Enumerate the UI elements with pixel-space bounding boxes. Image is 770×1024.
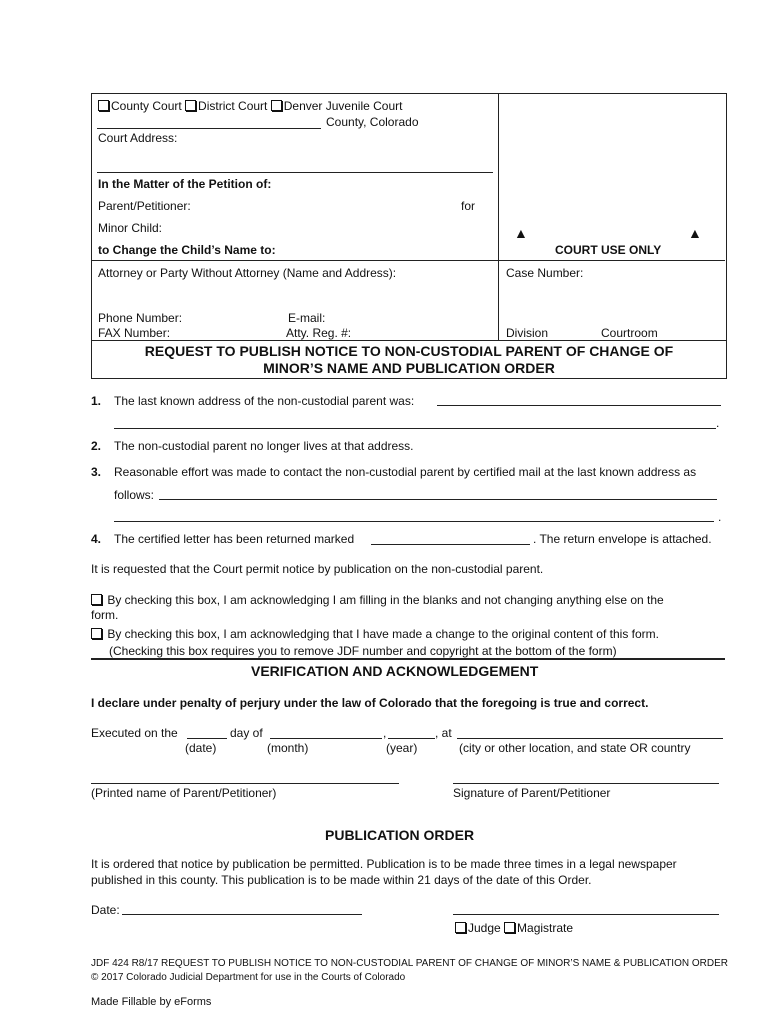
item4-marked-line[interactable]	[371, 544, 530, 545]
request-text: It is requested that the Court permit notice by publication on the non-custodial parent.	[91, 562, 544, 576]
parent-petitioner-label: Parent/Petitioner:	[98, 199, 191, 213]
ack-box2-row	[91, 627, 659, 641]
matter-heading: In the Matter of the Petition of:	[98, 177, 272, 191]
order-date-line[interactable]	[122, 914, 362, 915]
division-label: Division	[506, 326, 549, 340]
courtroom-label: Courtroom	[601, 326, 658, 340]
executed-month-line[interactable]	[270, 738, 382, 739]
caption-box	[91, 93, 727, 341]
publication-line2: published in this county. This publication is to be made within 21 days of the date of this Order.	[91, 873, 592, 887]
item3-text: Reasonable effort was made to contact the non-custodial parent by certified mail at the last known address as	[114, 465, 697, 479]
judge-magistrate-row	[455, 921, 573, 935]
item2-number: 2.	[91, 439, 102, 453]
county-suffix: County, Colorado	[326, 115, 419, 129]
city-caption: (city or other location, and state OR country	[459, 741, 691, 755]
right-arrow-icon: ▲	[688, 225, 702, 241]
denver-juvenile-court-label: Denver Juvenile Court	[283, 99, 403, 113]
left-arrow-icon: ▲	[514, 225, 528, 241]
phone-label: Phone Number:	[98, 311, 183, 325]
magistrate-label: Magistrate	[517, 921, 574, 935]
comma-label: ,	[383, 726, 387, 740]
verification-rule	[91, 658, 725, 660]
judge-label: Judge	[468, 921, 501, 935]
ack-box1-row	[91, 593, 664, 607]
form-title-line1: REQUEST TO PUBLISH NOTICE TO NON-CUSTODIAL PARENT OF CHANGE OF	[144, 343, 674, 359]
ack-box2-line1: By checking this box, I am acknowledging that I have made a change to the original content of this form.	[107, 627, 659, 641]
item3-number: 3.	[91, 465, 102, 479]
printed-name-caption: (Printed name of Parent/Petitioner)	[91, 786, 277, 800]
change-name-label: to Change the Child’s Name to:	[98, 243, 276, 257]
item3-follows: follows:	[114, 488, 155, 502]
caption-divider	[498, 93, 499, 340]
court-address-label: Court Address:	[98, 131, 178, 145]
magistrate-checkbox[interactable]	[504, 922, 515, 933]
date-caption: (date)	[185, 741, 217, 755]
declare-text: I declare under penalty of perjury under the law of Colorado that the foregoing is true and correct.	[91, 696, 649, 710]
verification-heading: VERIFICATION AND ACKNOWLEDGEMENT	[251, 663, 539, 679]
executed-date-line[interactable]	[187, 738, 227, 739]
item1-number: 1.	[91, 394, 102, 408]
year-caption: (year)	[386, 741, 418, 755]
item4-number: 4.	[91, 532, 102, 546]
matter-top-rule	[97, 172, 493, 173]
item1-period: .	[716, 416, 720, 430]
ack-no-changes-checkbox[interactable]	[91, 594, 102, 605]
ack-box2-line2: (Checking this box requires you to remove JDF number and copyright at the bottom of the form)	[109, 644, 617, 658]
judge-checkbox[interactable]	[455, 922, 466, 933]
denver-juvenile-court-checkbox[interactable]	[271, 100, 282, 111]
ack-box1-line1: By checking this box, I am acknowledging I am filling in the blanks and not changing anything else on the	[107, 593, 664, 607]
minor-child-label: Minor Child:	[98, 221, 163, 235]
item2-text: The non-custodial parent no longer lives at that address.	[114, 439, 414, 453]
form-title-line2: MINOR’S NAME AND PUBLICATION ORDER	[263, 360, 555, 376]
executed-city-line[interactable]	[457, 738, 723, 739]
item3-line2[interactable]	[114, 521, 714, 522]
signature-caption: Signature of Parent/Petitioner	[453, 786, 611, 800]
judge-signature-line[interactable]	[453, 914, 719, 915]
at-label: , at	[435, 726, 452, 740]
county-court-label: County Court	[111, 99, 182, 113]
printed-name-line[interactable]	[91, 783, 399, 784]
item4-tail: . The return envelope is attached.	[533, 532, 712, 546]
item1-address-line1[interactable]	[437, 405, 721, 406]
attorney-label: Attorney or Party Without Attorney (Name and Address):	[98, 266, 397, 280]
atty-reg-label: Atty. Reg. #:	[286, 326, 352, 340]
ack-box1-line2: form.	[91, 608, 119, 622]
item1-text: The last known address of the non-custodial parent was:	[114, 394, 415, 408]
caption-attorney-rule	[91, 260, 725, 261]
footer-jdf: JDF 424 R8/17 REQUEST TO PUBLISH NOTICE TO NON-CUSTODIAL PARENT OF CHANGE OF MINOR’S NAME & PUBLICATION ORDER	[91, 958, 728, 969]
case-number-label: Case Number:	[506, 266, 584, 280]
executed-year-line[interactable]	[388, 738, 435, 739]
publication-line1: It is ordered that notice by publication be permitted. Publication is to be made three times in a legal newspaper	[91, 857, 677, 871]
county-input-line[interactable]	[97, 128, 321, 129]
month-caption: (month)	[267, 741, 309, 755]
item4-text: The certified letter has been returned marked	[114, 532, 355, 546]
executed-on-label: Executed on the	[91, 726, 178, 740]
item3-line1[interactable]	[159, 499, 717, 500]
fax-label: FAX Number:	[98, 326, 171, 340]
item3-period: .	[718, 510, 722, 524]
court-checkboxes	[98, 99, 402, 113]
publication-heading: PUBLICATION ORDER	[325, 827, 475, 843]
district-court-checkbox[interactable]	[185, 100, 196, 111]
court-use-only: COURT USE ONLY	[555, 243, 662, 257]
date-label: Date:	[91, 903, 120, 917]
signature-line[interactable]	[453, 783, 719, 784]
day-of-label: day of	[230, 726, 263, 740]
made-fillable: Made Fillable by eForms	[91, 996, 212, 1008]
county-court-checkbox[interactable]	[98, 100, 109, 111]
for-label: for	[461, 199, 476, 213]
district-court-label: District Court	[198, 99, 268, 113]
email-label: E-mail:	[288, 311, 326, 325]
ack-changes-made-checkbox[interactable]	[91, 628, 102, 639]
footer-copyright: © 2017 Colorado Judicial Department for use in the Courts of Colorado	[91, 972, 406, 983]
item1-address-line2[interactable]	[114, 428, 716, 429]
